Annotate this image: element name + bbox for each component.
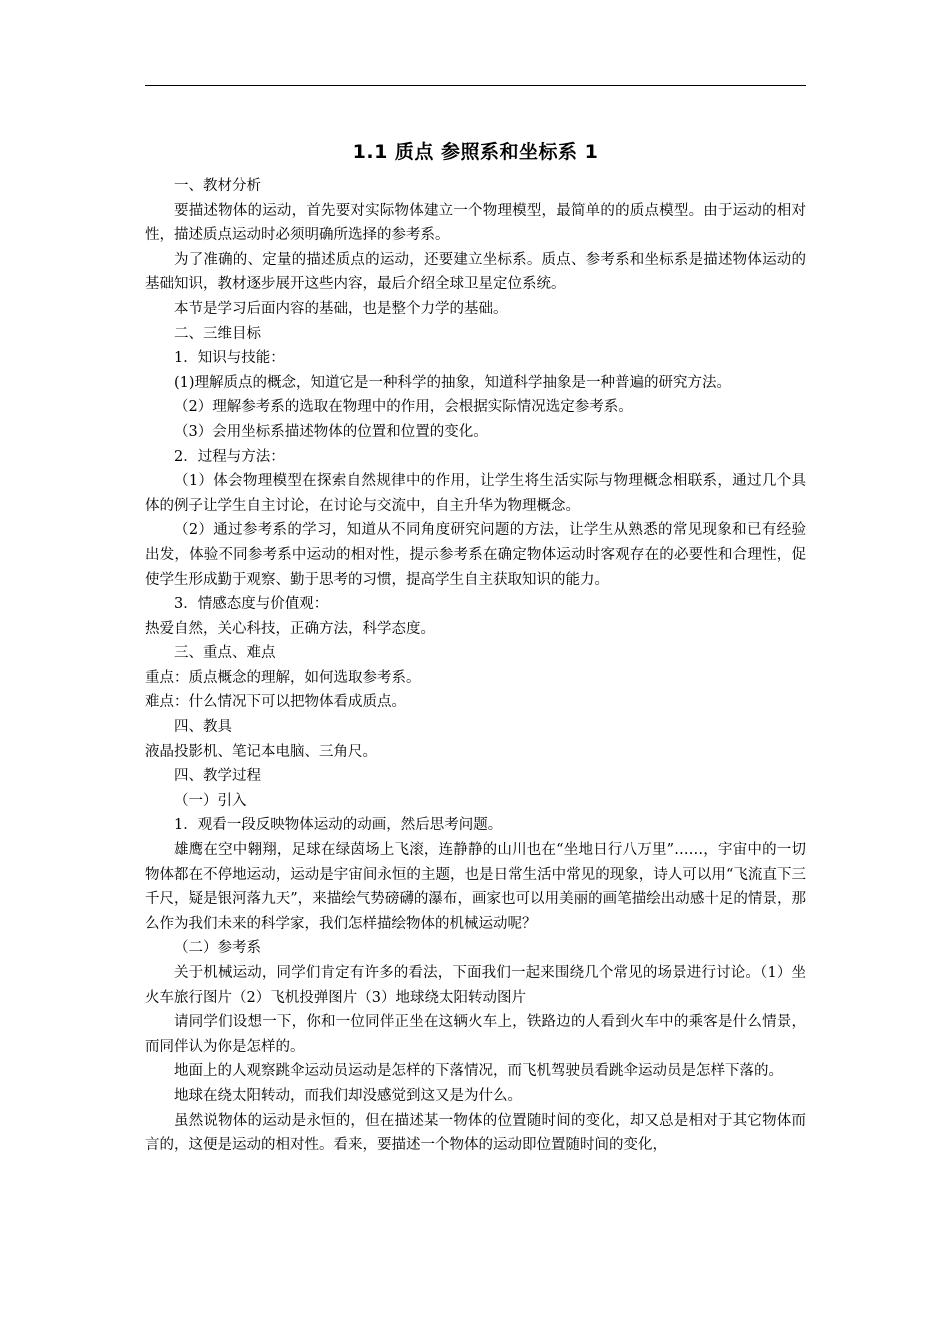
- paragraph: 关于机械运动，同学们肯定有许多的看法，下面我们一起来围绕几个常见的场景进行讨论。（1）坐火车旅行图片（2）飞机投弹图片（3）地球绕太阳转动图片: [145, 965, 806, 1006]
- section-heading-process: 四、教学过程: [174, 768, 261, 785]
- section-heading-tools: 四、教具: [174, 719, 232, 736]
- section-heading-focus: 三、重点、难点: [174, 645, 276, 662]
- paragraph: 为了准确的、定量的描述质点的运动，还要建立坐标系。质点、参考系和坐标系是描述物体运动的基础知识，教材逐步展开这些内容，最后介绍全球卫星定位系统。: [145, 251, 806, 293]
- list-item: (1)理解质点的概念，知道它是一种科学的抽象，知道科学抽象是一种普遍的研究方法。: [174, 374, 732, 391]
- paragraph: 1．观看一段反映物体运动的动画，然后思考问题。: [174, 817, 503, 834]
- section-heading-goals: 二、三维目标: [174, 325, 261, 342]
- list-item: （1）体会物理模型在探索自然规律中的作用，让学生将生活实际与物理概念相联系，通过几个具体的例子让学生自主讨论，在讨论与交流中，自主升华为物理概念。: [145, 473, 806, 514]
- paragraph: 重点：质点概念的理解，如何选取参考系。: [145, 669, 421, 686]
- document-title: 1.1 质点 参照系和坐标系 1: [352, 141, 599, 163]
- header-rule: [145, 85, 806, 86]
- paragraph: 地球在绕太阳转动，而我们却没感觉到这又是为什么。: [174, 1087, 522, 1104]
- list-item: （3）会用坐标系描述物体的位置和位置的变化。: [174, 423, 488, 440]
- paragraph: 虽然说物体的运动是永恒的，但在描述某一物体的位置随时间的变化，却又总是相对于其它物体而言的，这便是运动的相对性。看来，要描述一个物体的运动即位置随时间的变化，: [145, 1112, 806, 1154]
- paragraph: 难点：什么情况下可以把物体看成质点。: [145, 694, 406, 711]
- paragraph: 雄鹰在空中翱翔，足球在绿茵场上飞滚，连静静的山川也在“坐地日行八万里”……，宇宙中的一切物体都在不停地运动，运动是宇宙间永恒的主题，也是日常生活中常见的现象，诗人可以用“飞流直下三千尺，疑是银河落九天”，来描绘气势磅礴的瀑布，画家也可以用美丽的画笔描绘出动感十足的情景，那么作为我们未来的科学家，我们怎样描绘物体的机械运动呢？: [145, 842, 806, 932]
- paragraph: 要描述物体的运动，首先要对实际物体建立一个物理模型，最简单的的质点模型。由于运动的相对性，描述质点运动时必须明确所选择的参考系。: [145, 202, 806, 244]
- paragraph: 液晶投影机、笔记本电脑、三角尺。: [145, 743, 377, 760]
- paragraph: 请同学们设想一下，你和一位同伴正坐在这辆火车上，铁路边的人看到火车中的乘客是什么情景，而同伴认为你是怎样的。: [145, 1014, 806, 1055]
- section-heading-analysis: 一、教材分析: [174, 178, 261, 194]
- document-body: [145, 174, 806, 1158]
- subheading-intro: （一）引入: [174, 792, 247, 809]
- list-item: （2）理解参考系的选取在物理中的作用，会根据实际情况选定参考系。: [174, 399, 633, 416]
- paragraph: 本节是学习后面内容的基础，也是整个力学的基础。: [174, 300, 508, 317]
- subheading-knowledge: 1．知识与技能：: [174, 350, 285, 367]
- subheading-reference-frame: （二）参考系: [174, 940, 261, 957]
- subheading-values: 3．情感态度与价值观：: [174, 596, 329, 613]
- paragraph: 地面上的人观察跳伞运动员运动是怎样的下落情况，而飞机驾驶员看跳伞运动员是怎样下落的。: [174, 1063, 783, 1080]
- paragraph: 热爱自然，关心科技，正确方法，科学态度。: [145, 620, 435, 637]
- list-item: （2）通过参考系的学习，知道从不同角度研究问题的方法，让学生从熟悉的常见现象和已有经验出发，体验不同参考系中运动的相对性，提示参考系在确定物体运动时客观存在的必要性和合理性，促使学生形成勤于观察、勤于思考的习惯，提高学生自主获取知识的能力。: [145, 522, 806, 588]
- subheading-process: 2．过程与方法：: [174, 448, 285, 465]
